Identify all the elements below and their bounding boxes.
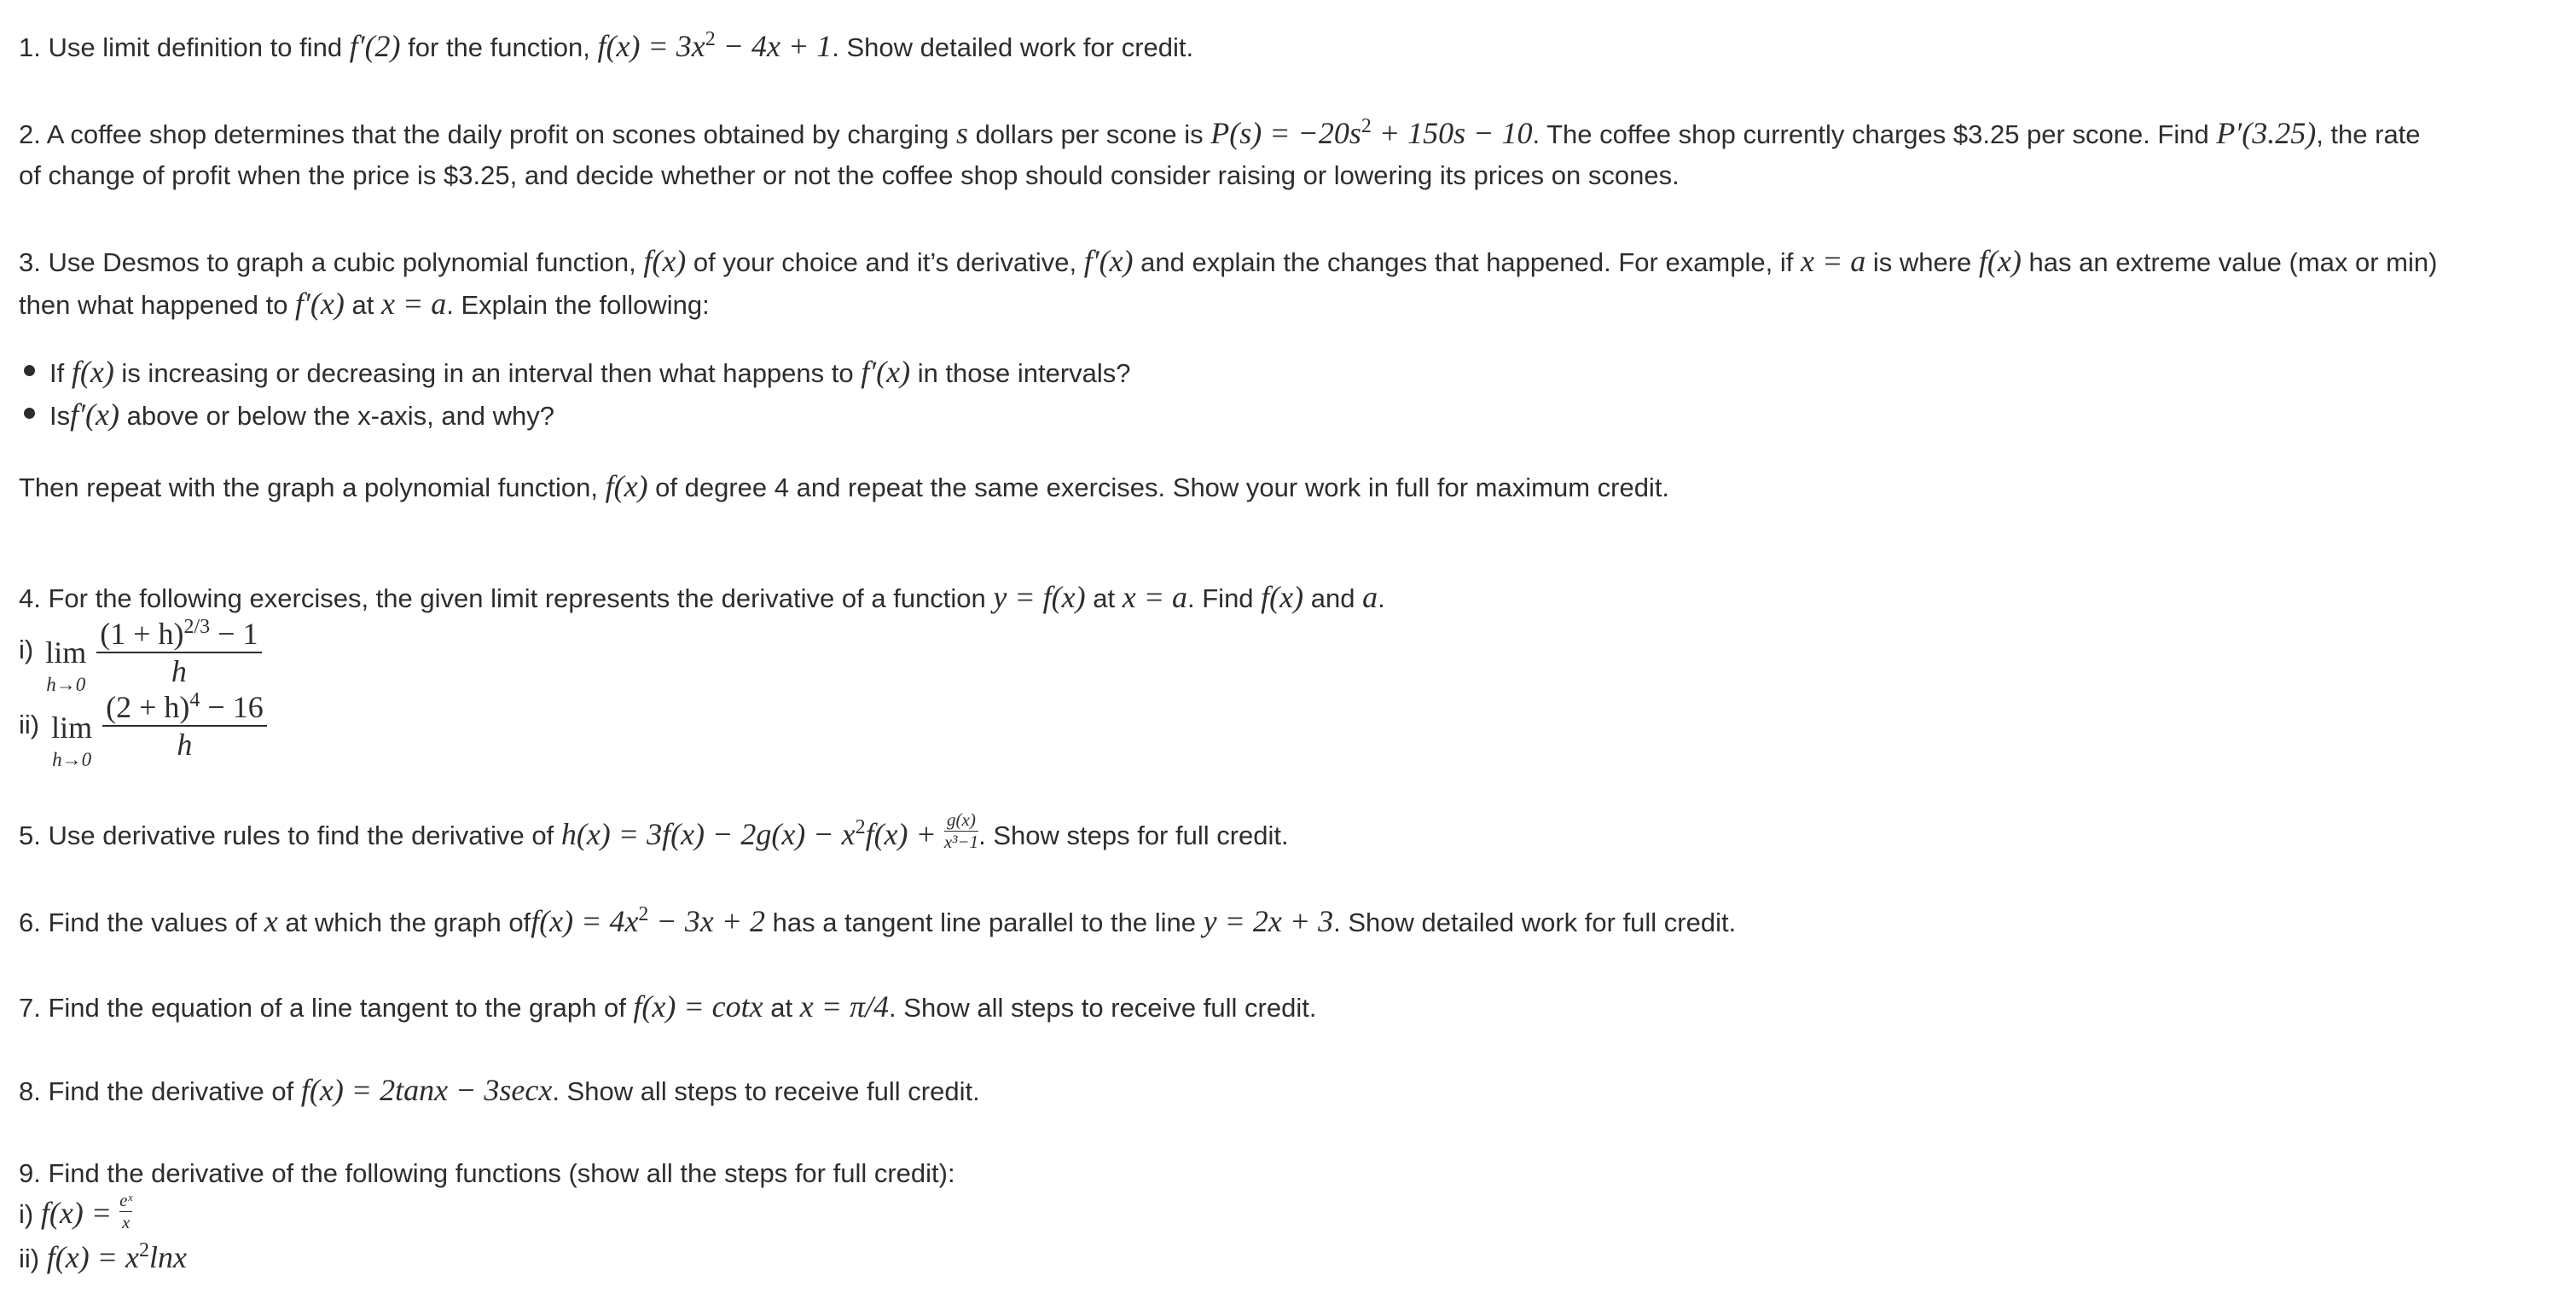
q6-text-mid1: at which the graph of — [277, 908, 531, 937]
question-9-ii — [19, 1238, 187, 1274]
q3-b1-math-fx: f(x) — [71, 355, 114, 389]
q3-text-mid3: is where — [1865, 247, 1979, 277]
q3-math-fpx: f′(x) — [1083, 244, 1134, 278]
q3-b1-text-end: in those intervals? — [910, 358, 1131, 388]
lim-operator — [45, 635, 86, 696]
q3-math-fx: f(x) — [643, 244, 687, 278]
question-2-line-1 — [19, 114, 2421, 150]
q3-text-mid2: and explain the changes that happened. For example, if — [1133, 247, 1801, 277]
q3-l2-text-mid: at — [344, 290, 381, 320]
q9-i-fraction — [119, 1192, 132, 1232]
q4-ii-fraction — [102, 689, 267, 763]
q5-small-fraction — [944, 811, 978, 851]
lim-operator — [51, 710, 92, 771]
q1-text: 1. Use limit definition to find — [19, 32, 350, 62]
question-3-bullet-1 — [49, 357, 1131, 387]
q7-text-mid: at — [763, 993, 800, 1023]
q6-math-x: x — [264, 904, 278, 938]
q9-ii-rhs: lnx — [148, 1240, 187, 1274]
bullet-dot — [24, 365, 35, 376]
q3-text-end1: has an extreme value (max or min) — [2021, 247, 2438, 277]
q1-math-fp2: f′(2) — [349, 29, 401, 63]
q4-ii-num-base: (2 + h) — [106, 690, 190, 724]
q4-math-fx: f(x) — [1261, 580, 1304, 614]
q8-text: 8. Find the derivative of — [19, 1076, 301, 1106]
lim-word: lim — [51, 710, 93, 745]
lim-sub: h→0 — [46, 674, 86, 695]
question-9-i — [19, 1190, 133, 1233]
q7-math-xv: x = π/4 — [799, 989, 890, 1024]
q3-r-text-end: of degree 4 and repeat the same exercises. Show your work in full for maximum credit. — [647, 473, 1670, 502]
q5-expr-b: f(x) + — [865, 817, 944, 851]
q4-i-num-base: (1 + h) — [100, 617, 184, 651]
question-3-bullet-2 — [49, 399, 554, 430]
q4-i-den: h — [171, 654, 187, 688]
q2-text-end: , the rate — [2316, 119, 2421, 149]
q7-math-fx: f(x) = cotx — [633, 989, 763, 1024]
q4-text-end: . — [1378, 583, 1385, 613]
q4-text-mid1: at — [1085, 583, 1123, 613]
q4-i-num-exp: 2/3 — [183, 615, 211, 638]
question-9 — [19, 1160, 955, 1186]
q1-math-f — [597, 29, 832, 63]
question-4 — [19, 582, 1385, 612]
q4-ii-label: ii) — [19, 710, 40, 739]
question-3-repeat — [19, 471, 1669, 502]
q4-text-mid2: . Find — [1187, 583, 1262, 613]
q4-limit-ii — [19, 689, 267, 771]
question-2-line-2 — [19, 162, 1680, 188]
q6-text-mid2: has a tangent line parallel to the line — [765, 908, 1204, 937]
q3-b2-text: Is — [49, 401, 71, 431]
q1-f-rhs: − 4x + 1 — [715, 29, 833, 63]
q5-frac-den: x³−1 — [943, 832, 979, 853]
q4-limit-i — [19, 616, 262, 696]
q3-text-mid1: of your choice and it’s derivative, — [686, 247, 1084, 277]
q3-math-xa: x = a — [1800, 244, 1866, 278]
q3-b2-text-end: above or below the x-axis, and why? — [119, 401, 555, 431]
q2-text-line2: of change of profit when the price is $3.25, and decide whether or not the coffee shop should consider raising or lowering its prices on scones. — [19, 160, 1680, 190]
q5-expr-a: h(x) = 3f(x) − 2g(x) − x — [560, 817, 856, 851]
question-5 — [19, 809, 1289, 853]
q2-text-mid2: . The coffee shop currently charges $3.25 per scone. Find — [1532, 119, 2217, 149]
q3-l2-math-fpx: f′(x) — [295, 287, 345, 321]
q3-math-fx2: f(x) — [1978, 244, 2022, 278]
lim-word: lim — [45, 635, 87, 670]
q1-exp: 2 — [705, 27, 716, 50]
bullet-dot — [24, 408, 35, 419]
q5-math — [561, 817, 944, 851]
q4-text: 4. For the following exercises, the given limit represents the derivative of a function — [19, 583, 994, 613]
question-8 — [19, 1075, 980, 1105]
q9-i-label: i) — [19, 1199, 41, 1229]
q3-l2-text-end: . Explain the following: — [446, 290, 710, 320]
q9-ii-label: ii) — [19, 1244, 47, 1273]
q2-text: 2. A coffee shop determines that the daily profit on scones obtained by charging — [19, 119, 956, 149]
q3-text: 3. Use Desmos to graph a cubic polynomial function, — [19, 247, 644, 277]
q2-math-s: s — [955, 116, 968, 150]
q8-math-fx: f(x) = 2tanx − 3secx — [300, 1073, 553, 1107]
q6-text: 6. Find the values of — [19, 908, 264, 937]
q9-i-lhs: f(x) = — [40, 1196, 120, 1230]
q2-p-lhs: P(s) = −20s — [1210, 116, 1361, 150]
q1-text-post: . Show detailed work for credit. — [832, 32, 1194, 62]
q3-l2-math-xa: x = a — [380, 287, 447, 321]
q5-exp: 2 — [855, 815, 866, 838]
q6-math-line: y = 2x + 3 — [1203, 904, 1334, 938]
q9-i-den: x — [122, 1212, 131, 1233]
q9-text: 9. Find the derivative of the following functions (show all the steps for full credit): — [19, 1158, 955, 1188]
q3-b1-text-mid: is increasing or decreasing in an interval then what happens to — [113, 358, 862, 388]
q4-ii-den: h — [177, 728, 193, 762]
q3-b1-math-fpx: f′(x) — [861, 355, 911, 389]
question-3-line-2 — [19, 288, 710, 319]
q4-math-xa: x = a — [1122, 580, 1188, 614]
q4-ii-num-exp: 4 — [189, 688, 200, 711]
q3-b2-math-fpx: f′(x) — [70, 397, 119, 432]
q2-math-p — [1210, 116, 1532, 150]
lim-sub: h→0 — [52, 749, 92, 770]
q9-ii-exp: 2 — [138, 1238, 149, 1261]
q6-f-rhs: − 3x + 2 — [648, 904, 765, 938]
q6-math-f — [531, 904, 765, 938]
q5-text-post: . Show steps for full credit. — [978, 821, 1289, 850]
q4-i-fraction — [96, 616, 261, 689]
q3-l2-text: then what happened to — [19, 290, 296, 320]
q1-f-lhs: f(x) = 3x — [597, 29, 705, 63]
q8-text-post: . Show all steps to receive full credit. — [552, 1076, 980, 1106]
question-6 — [19, 902, 1737, 938]
q4-ii-num-tail: − 16 — [200, 690, 264, 724]
q4-math-a: a — [1362, 580, 1378, 614]
q2-p-rhs: + 150s − 10 — [1371, 116, 1533, 150]
q7-text: 7. Find the equation of a line tangent to the graph of — [19, 993, 634, 1023]
q4-i-label: i) — [19, 635, 34, 664]
q5-frac-num: g(x) — [947, 809, 976, 831]
q2-text-mid1: dollars per scone is — [967, 119, 1211, 149]
q7-text-post: . Show all steps to receive full credit. — [889, 993, 1317, 1023]
question-3-line-1 — [19, 246, 2437, 276]
q2-exp: 2 — [1361, 114, 1372, 137]
q4-i-num-tail: − 1 — [210, 617, 258, 651]
q9-ii-math — [47, 1240, 187, 1274]
q2-math-pprime: P′(3.25) — [2216, 116, 2317, 150]
question-1 — [19, 27, 1194, 63]
q6-f-lhs: f(x) = 4x — [531, 904, 639, 938]
q9-i-num: eˣ — [119, 1190, 133, 1211]
q5-text: 5. Use derivative rules to find the derivative of — [19, 821, 561, 850]
q4-math-yfx: y = f(x) — [993, 580, 1086, 614]
q4-text-mid3: and — [1303, 583, 1363, 613]
q9-ii-lhs: f(x) = x — [46, 1240, 139, 1274]
q3-r-text: Then repeat with the graph a polynomial function, — [19, 473, 606, 502]
q3-b1-text: If — [49, 358, 72, 388]
q6-text-post: . Show detailed work for full credit. — [1333, 908, 1737, 937]
question-7 — [19, 991, 1316, 1022]
q1-text-mid: for the function, — [400, 32, 598, 62]
q3-r-math-fx: f(x) — [605, 469, 648, 503]
q6-exp: 2 — [638, 902, 649, 925]
